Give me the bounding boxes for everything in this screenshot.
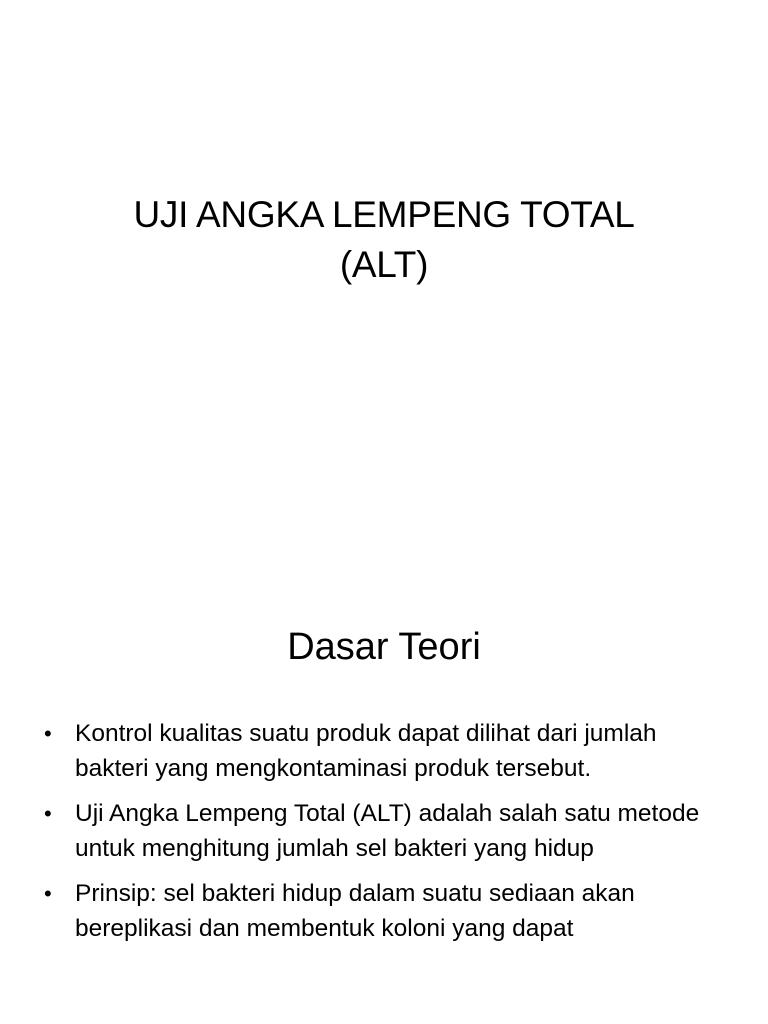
section-heading: Dasar Teori	[287, 626, 481, 668]
bullet-item	[44, 796, 724, 866]
slide-dasar-teori	[0, 576, 768, 1024]
bullet-text: Prinsip: sel bakteri hidup dalam suatu sediaan akan bereplikasi dan membentuk koloni yang dapat	[75, 880, 635, 942]
bullet-list	[44, 716, 724, 956]
bullet-icon: •	[44, 801, 52, 826]
bullet-icon: •	[44, 881, 52, 906]
title-line-1: UJI ANGKA LEMPENG TOTAL	[133, 194, 635, 235]
bullet-text: Kontrol kualitas suatu produk dapat dilihat dari jumlah bakteri yang mengkontaminasi produk tersebut.	[75, 720, 657, 782]
slide-title-text	[0, 190, 768, 290]
bullet-icon: •	[44, 721, 52, 746]
bullet-text: Uji Angka Lempeng Total (ALT) adalah salah satu metode untuk menghitung jumlah sel bakteri yang hidup	[75, 800, 700, 862]
title-line-2: (ALT)	[339, 244, 429, 285]
bullet-item	[44, 716, 724, 786]
bullet-item	[44, 876, 724, 946]
